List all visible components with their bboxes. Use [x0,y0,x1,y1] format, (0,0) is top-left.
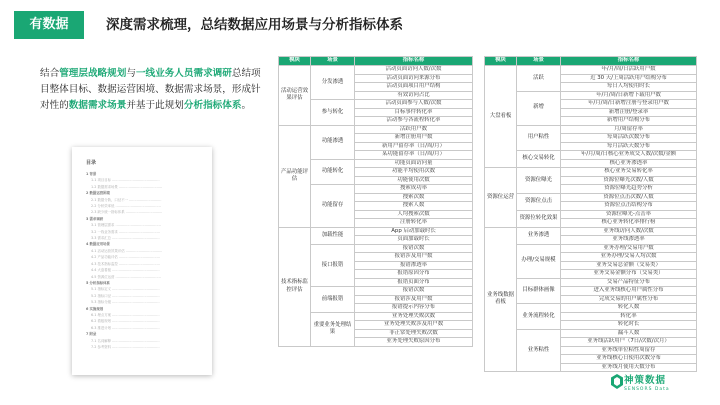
toc-line: 4.1 活动运营效果评估 .................................. [91,248,163,253]
table-header-metric: 指标名称 [561,57,697,66]
metric-cell: 年/月/周/日核心业务成交人数/次数/金额 [561,151,697,160]
logo-name-cn: 神策数据 [624,375,667,386]
metric-cell: 转化时长 [561,321,697,330]
metric-cell: 进入业务线核心用户属性分布 [561,287,697,296]
metric-cell: 人均搜索次数 [355,210,473,219]
table-header-scene: 场景 [311,57,355,66]
intro-highlight: 一线业务人员需求调研 [135,68,232,79]
intro-text: 总结项目整体目标、数据运营困境、数据需求场景，形成针对性的 [40,68,261,111]
scene-cell: 分发渗透 [311,66,355,100]
metric-cell: 核心业务渗透率 [561,159,697,168]
metric-cell: 业务线访问人数/次数 [561,227,697,236]
metric-cell: 月/周留存率 [561,125,697,134]
module-cell: 技术指标监控评估 [279,227,311,346]
toc-line: 1.2 数据需求场景 ........................................ [91,184,163,189]
scene-cell: 功能留存 [311,185,355,228]
toc-line: 6 实施规划 [86,306,104,311]
intro-text: 。 [241,100,252,111]
toc-line: 3.2 一线业务需求 ...................................... [91,229,160,234]
table-header-scene: 场景 [517,57,561,66]
metric-cell: 完成交易的用户属性分布 [561,295,697,304]
intro-highlight: 数据需求场景 [68,100,127,111]
metric-cell: 新用户留存率（日/周/月） [355,142,473,151]
scene-cell: 功能转化 [311,159,355,185]
metric-cell: 有效访问占比 [355,91,473,100]
metric-cell: 新增注册/登录率 [561,108,697,117]
table-row [485,244,697,253]
module-cell: 资源位运营 [485,168,517,228]
intro-paragraph [40,66,268,114]
metric-cell: 转化人数 [561,304,697,313]
document-thumbnail [72,147,212,375]
metric-cell: 目标事件转化率 [355,108,473,117]
metric-cell: 报错涉及用户数 [355,295,473,304]
document-toc-title: 目录 [86,160,97,166]
metric-cell: 搜索次数 [355,193,473,202]
metric-cell: 活动页面项目用户结构 [355,83,473,92]
section-badge: 有数据 [14,11,84,39]
metric-cell: 核心业务交易转化率 [561,168,697,177]
metric-cell: 搜索人数 [355,202,473,211]
page-title: 深度需求梳理，总结数据应用场景与分析指标体系 [106,17,403,33]
metric-cell: 业务线核心日使用次数分布 [561,355,697,364]
scene-cell: 业务粘性 [517,329,561,372]
toc-line: 6.2 看板规划 ............................................ [91,319,160,324]
metric-cell: 业务线单位粘性周留存 [561,346,697,355]
scene-cell: 资源位点击 [517,193,561,210]
scene-cell: 目标群体画像 [517,278,561,304]
metric-cell: 报错涉及用户数 [355,253,473,262]
metric-cell: 漏斗人数 [561,329,697,338]
table-header-metric: 指标名称 [355,57,473,66]
toc-line: 6.1 埋点方案 ............................................ [91,312,160,317]
table-row [279,125,473,134]
metric-cell: 报错页面分布 [355,278,473,287]
module-cell: 产品功能评估 [279,125,311,227]
scene-cell: 核心交易转化 [517,151,561,168]
metric-cell: 报错次数 [355,287,473,296]
metric-cell: 每周活跃次数分布 [561,134,697,143]
intro-text: 并基于此规划 [126,100,184,111]
metric-cell: 新增用户结构分布 [561,117,697,126]
metric-cell: App 启动加载时长 [355,227,473,236]
toc-line: 7.1 名词解释 ............................................ [91,338,160,343]
metric-cell: 注册转化率 [355,219,473,228]
metric-cell: 某功能留存率（日/周/月） [355,151,473,160]
metric-cell: 功能使用次数 [355,176,473,185]
toc-line: 3 需求调研 [86,216,104,221]
toc-line: 1 背景 [86,172,97,176]
scene-cell: 用户粘性 [517,125,561,151]
metrics-table-right [484,56,697,372]
metric-cell: 功能页面访问量 [355,159,473,168]
toc-line: 4.5 资源位运营 .......................................... [91,274,161,279]
toc-line: 3.3 需求汇总 ............................................ [91,236,160,241]
toc-line: 1.1 项目目标 ............................................ [91,178,160,183]
metric-cell: 业务处理失败涉及用户数 [355,321,473,330]
metric-cell: 业务处理失败次数 [355,312,473,321]
scene-cell: 活跃 [517,66,561,92]
toc-line: 2.1 数据分散，口径不一 .............................. [91,197,162,202]
metric-cell: 年/月/周/日活跃用户数 [561,66,697,75]
toc-line: 7 附录 [86,332,97,337]
scene-cell: 业务流程转化 [517,304,561,330]
metric-cell: 交易产品特征分布 [561,278,697,287]
scene-cell: 接口报错 [311,244,355,287]
metric-cell: 报错提示内容分布 [355,304,473,313]
table-row [485,329,697,338]
metric-cell: 资源位点击结构分布 [561,202,697,211]
intro-text: 与 [126,68,136,79]
toc-line: 5.3 指标分级 ............................................ [91,300,160,305]
table-row [485,125,697,134]
toc-line: 2.3 缺少统一指标体系 .................................. [91,210,163,215]
metric-cell: 资源位点击次数/人数 [561,193,697,202]
intro-highlight: 分析指标体系 [183,100,242,111]
scene-cell: 新增 [517,91,561,125]
logo-name-en: SENSORS Data [624,387,670,392]
metric-cell: 业务办理/交易人均次数 [561,253,697,262]
metric-cell: 活动页面访问来源分布 [355,74,473,83]
document-toc-list [86,171,202,350]
metric-cell: 业务处理失败原因分布 [355,338,473,347]
table-row [485,91,697,100]
company-logo [624,372,670,392]
table-row [485,151,697,160]
table-row [485,227,697,236]
metric-cell: 页面加载时长 [355,236,473,245]
scene-cell: 重要业务处理结果 [311,312,355,346]
metric-cell: 每日人均使用时长 [561,83,697,92]
table-row [279,227,473,236]
metric-cell: 业务线月使用天数分布 [561,363,697,372]
toc-line: 4.4 大盘看板 ............................................ [91,268,160,273]
table-row [485,66,697,75]
metric-cell: 活动参与各流程转化率 [355,117,473,126]
scene-cell: 加载性能 [311,227,355,244]
metric-cell: 业务线活跃用户（7日/次数/次月） [561,338,697,347]
toc-line: 7.2 参考资料 ............................................ [91,344,160,349]
toc-line: 6.3 推进计划 ............................................ [91,325,160,330]
scene-cell: 业务渗透 [517,227,561,244]
metric-cell: 搜索成功率 [355,185,473,194]
toc-line: 2 数据运营困境 [86,191,110,196]
toc-line: 5.2 指标口径 ............................................ [91,293,160,298]
table-row [279,66,473,75]
table-row [485,210,697,219]
table-row [485,304,697,313]
scene-cell: 功能渗透 [311,125,355,159]
metric-cell: 近 30 天/上周活跃用户结构分布 [561,74,697,83]
table-row [485,193,697,202]
toc-line: 4 数据应用场景 [86,242,110,247]
module-cell: 业务线数据看板 [485,227,517,372]
metric-cell: 活动页面参与人数/次数 [355,100,473,109]
toc-line: 4.2 产品功能评估 ...................................... [91,255,160,260]
metric-cell: 报错次数 [355,244,473,253]
metric-cell: 每月活跃天数分布 [561,142,697,151]
toc-line: 5 分析指标体系 [86,280,110,285]
logo-mark-icon [611,374,623,389]
metric-cell: 报错渗透率 [355,261,473,270]
toc-line: 5.1 指标定义 ............................................ [91,287,160,292]
metric-cell: 业务办理/交易用户数 [561,244,697,253]
metric-cell: 非正常处理失败次数 [355,329,473,338]
metrics-table-left [278,56,473,347]
scene-cell: 资源位曝光 [517,168,561,194]
intro-text: 结合 [40,68,60,79]
scene-cell: 资源位转化效果 [517,210,561,227]
metric-cell: 业务交易金额分布（交易类） [561,270,697,279]
module-cell: 大盘看板 [485,66,517,168]
metric-cell: 业务交易总金额（交易类） [561,261,697,270]
toc-line: 2.2 分析效率低 .......................................... [91,204,161,209]
table-row [485,168,697,177]
metric-cell: 核心业务转化率排行榜 [561,219,697,228]
intro-highlight: 管理层战略规划 [59,68,127,79]
metric-cell: 资源位曝光趋势分析 [561,185,697,194]
module-cell: 活动运营效果评估 [279,66,311,126]
metric-cell: 业务线渗透率 [561,236,697,245]
metric-cell: 报错原因分布 [355,270,473,279]
metric-cell: 功能平均使用次数 [355,168,473,177]
table-header-module: 模块 [485,57,517,66]
toc-line: 4.3 技术指标监控 ...................................... [91,261,160,266]
scene-cell: 参与转化 [311,100,355,126]
table-header-module: 模块 [279,57,311,66]
metric-cell: 转化率 [561,312,697,321]
toc-line: 3.1 管理层需求 .......................................... [91,223,161,228]
metric-cell: 新增注册用户数 [355,134,473,143]
metric-cell: 活跃用户数 [355,125,473,134]
metric-cell: 年/月/周/日新增下载用户数 [561,91,697,100]
metric-cell: 资源位曝光次数/人数 [561,176,697,185]
scene-cell: 前端报错 [311,287,355,313]
table-row [485,278,697,287]
metric-cell: 年/月/周/日新增注册与登录用户数 [561,100,697,109]
scene-cell: 办理/交易规模 [517,244,561,278]
metric-cell: 活动页面访问人数/次数 [355,66,473,75]
metric-cell: 资源位曝光-点击率 [561,210,697,219]
